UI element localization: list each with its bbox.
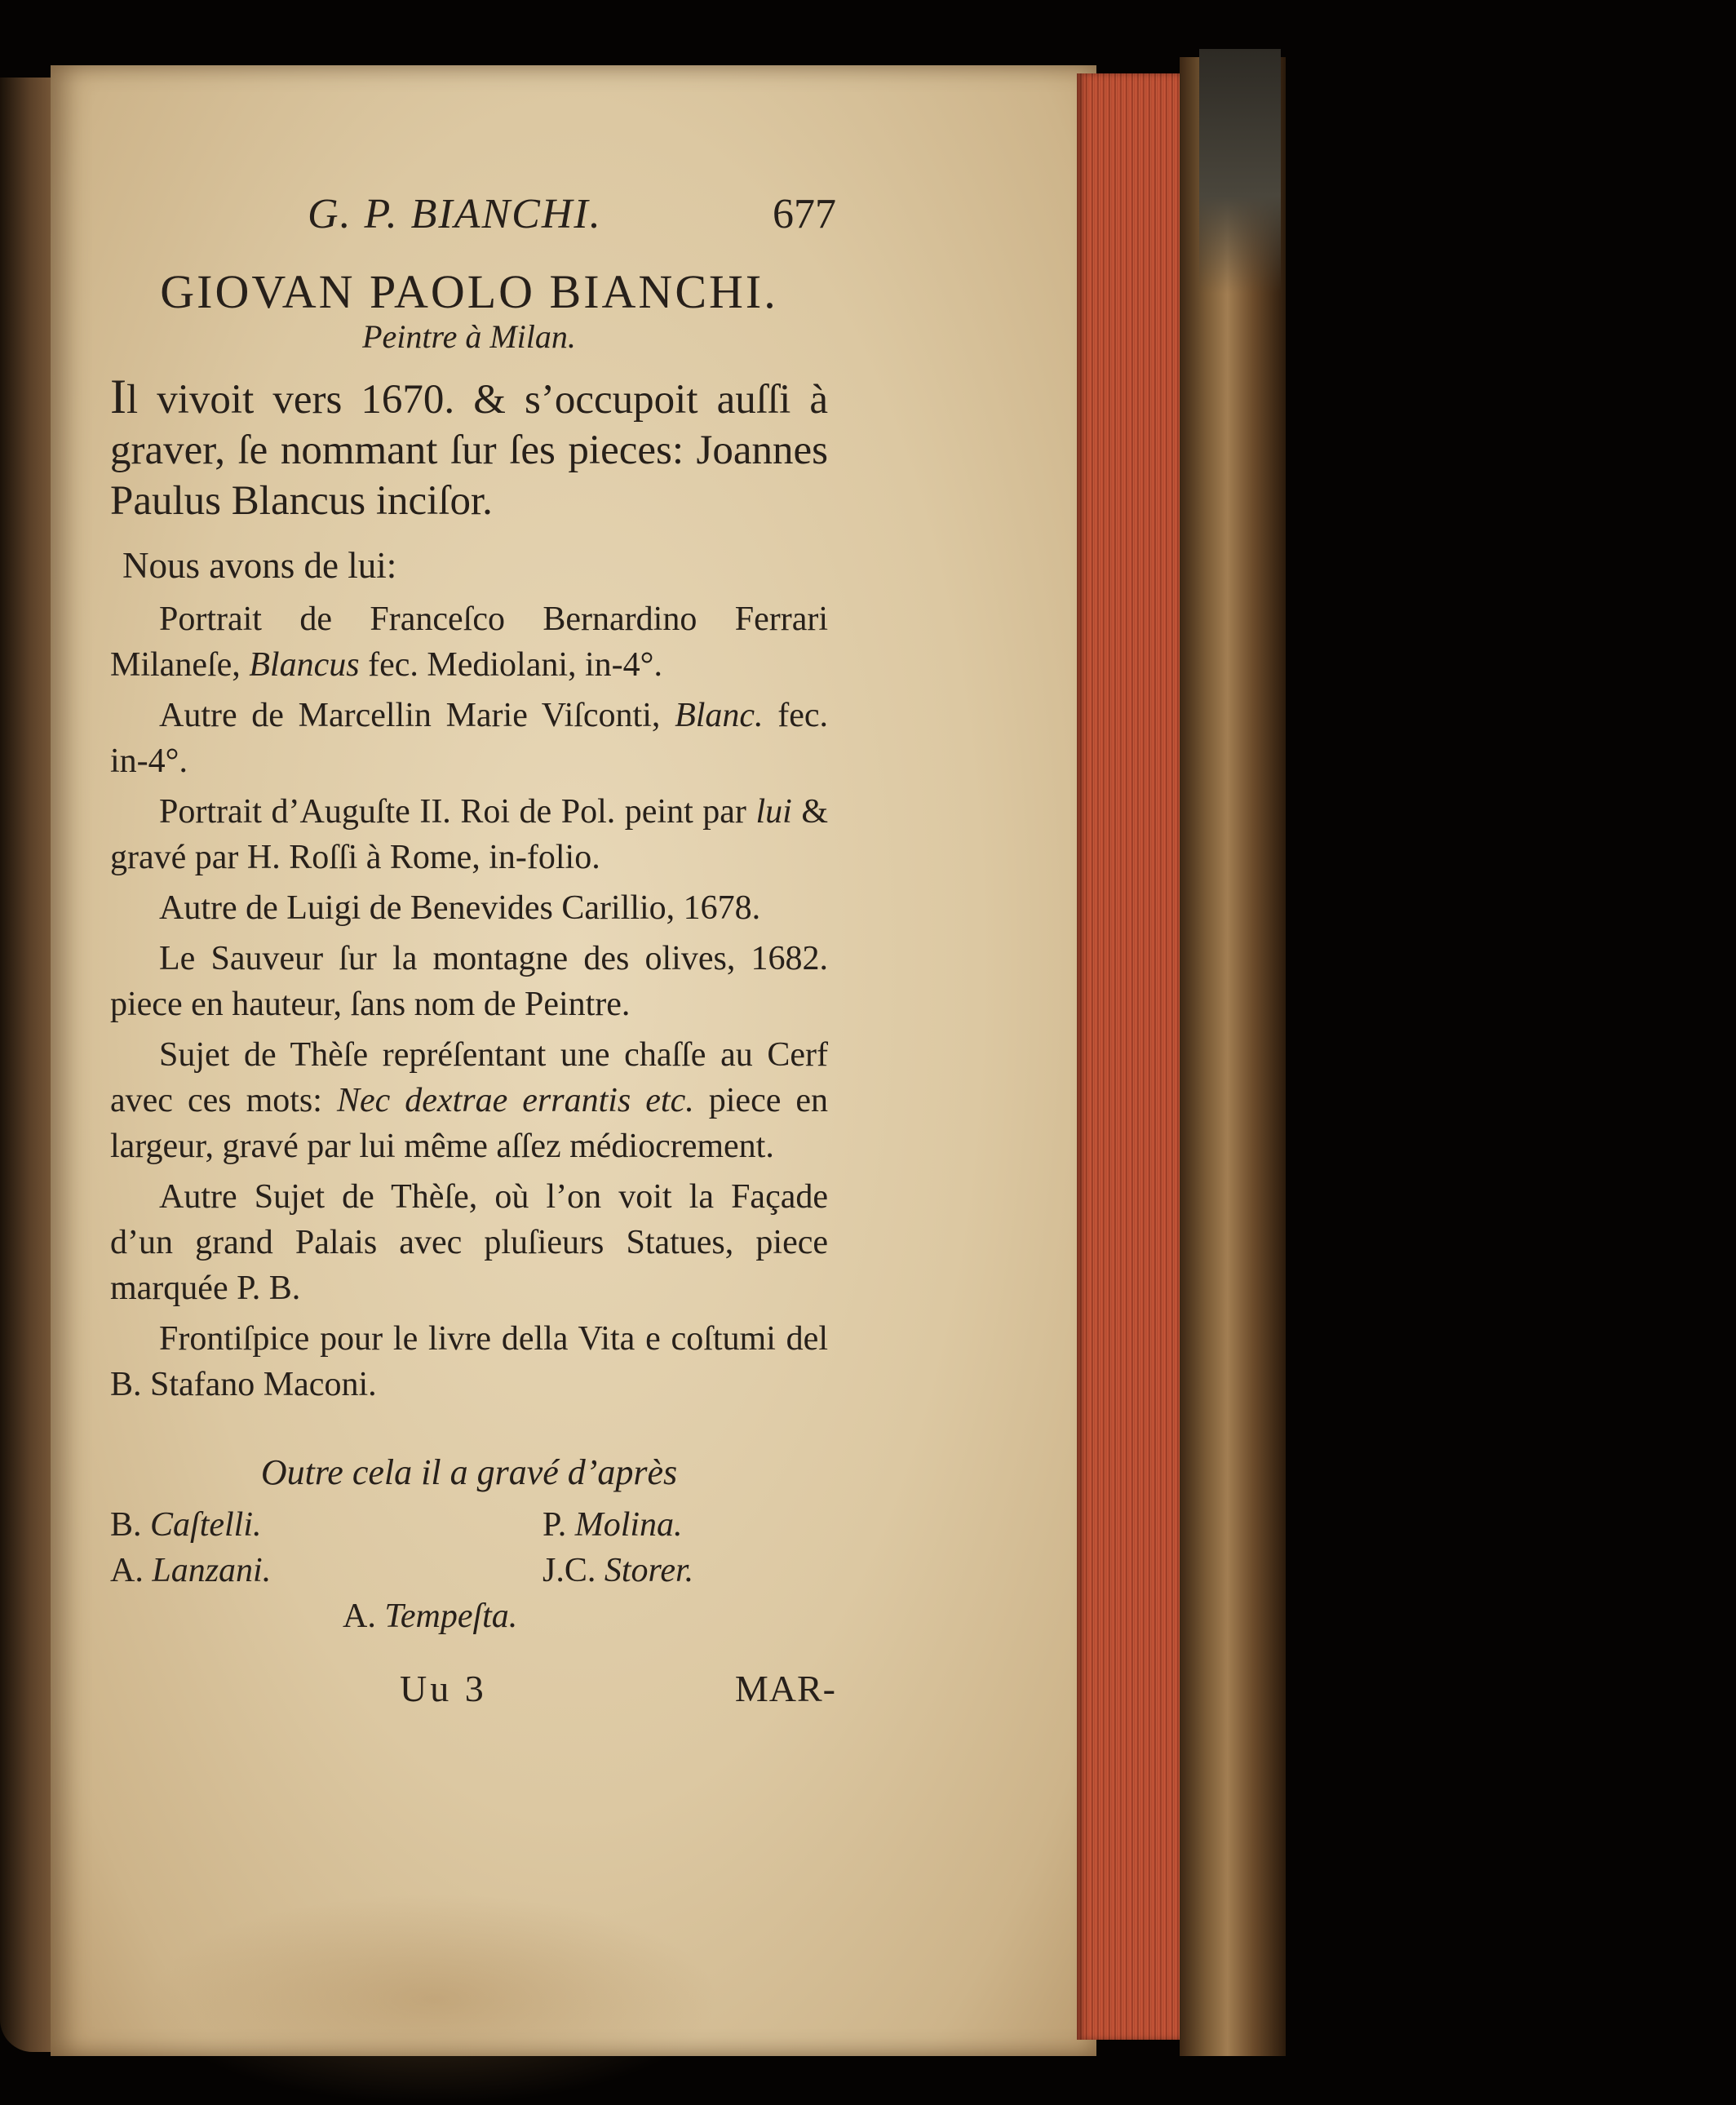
facing-page-edge	[0, 78, 55, 2052]
painter-initial: P.	[542, 1506, 567, 1544]
entry-text: Le Sauveur ſur la montagne des olives, 1682. piece en hauteur, ſans nom de Peintre.	[110, 940, 828, 1023]
page-footer	[110, 1667, 836, 1732]
work-entry	[110, 885, 828, 931]
entry-text: piece en largeur, gravé par lui même aſſez médiocrement.	[110, 1082, 829, 1165]
catchword: MAR-	[734, 1668, 836, 1709]
work-entry	[110, 693, 828, 784]
engraved-after-list	[110, 1502, 828, 1639]
work-entry	[110, 789, 828, 880]
cover-corner	[1199, 49, 1281, 294]
painter-surname: Storer.	[604, 1552, 694, 1589]
book-cover-edge	[1180, 57, 1286, 2056]
work-entry	[110, 1174, 828, 1311]
entry-text: Sujet de Thèſe repréſentant une chaſſe au Cerf avec ces mots:	[110, 1036, 828, 1119]
entry-text: Autre de Luigi de Benevides Carillio, 1678.	[159, 889, 761, 927]
painter-surname: Caſtelli.	[150, 1506, 262, 1544]
painter-name	[469, 1548, 828, 1593]
work-entry	[110, 1316, 828, 1407]
artist-subtitle: Peintre à Milan.	[362, 318, 576, 355]
entry-text: Autre Sujet de Thèſe, où l’on voit la Façade d’un grand Palais avec pluſieurs Statues, piece marquée P. B.	[110, 1178, 828, 1307]
running-head: G. P. BIANCHI.	[308, 191, 602, 237]
painter-name	[110, 1593, 828, 1639]
entry-text: Autre de Marcellin Marie Viſconti,	[159, 697, 675, 734]
painter-initial: A.	[343, 1598, 376, 1635]
entry-italic: Blancus	[249, 646, 360, 684]
entry-text: Frontiſpice pour le livre della Vita e coſtumi del B. Stafano Maconi.	[110, 1320, 828, 1403]
entry-text: Portrait de Franceſco Bernardino Ferrari Milaneſe,	[110, 600, 828, 684]
entry-italic: Blanc.	[675, 697, 764, 734]
entry-italic: Nec dextrae errantis etc.	[336, 1082, 694, 1119]
page-text	[110, 175, 836, 1732]
painter-initial: A.	[110, 1552, 144, 1589]
page-number: 677	[773, 191, 836, 237]
work-entry	[110, 596, 828, 688]
page-header	[110, 175, 836, 249]
entry-text: fec. Mediolani, in-4°.	[359, 646, 662, 684]
entry-text: & gravé par H. Roſſi à Rome, in-folio.	[110, 793, 828, 876]
painter-surname: Molina.	[574, 1506, 683, 1544]
painter-name	[469, 1502, 828, 1548]
red-page-edges	[1077, 73, 1183, 2040]
entry-text: fec. in-4°.	[110, 697, 828, 780]
lead-paragraph: Il vivoit vers 1670. & s’occupoit auſſi à graver, ſe nommant ſur ſes pieces: Joannes Paulus Blancus inciſor.	[110, 370, 828, 524]
painter-surname: Lanzani.	[152, 1552, 272, 1589]
painter-initial: B.	[110, 1506, 142, 1544]
works-intro: Nous avons de lui:	[122, 545, 397, 586]
signature-mark: Uu 3	[400, 1668, 487, 1709]
work-entry	[110, 936, 828, 1027]
painter-name	[110, 1502, 469, 1548]
painter-name	[110, 1548, 469, 1593]
work-entry	[110, 1032, 828, 1169]
painter-initial: J.C.	[542, 1552, 596, 1589]
water-stain	[148, 1893, 720, 2105]
entry-text: Portrait d’Auguſte II. Roi de Pol. peint par	[159, 793, 756, 831]
painter-surname: Tempeſta.	[384, 1598, 518, 1635]
engraved-after-heading: Outre cela il a gravé d’après	[260, 1452, 678, 1492]
artist-title: GIOVAN PAOLO BIANCHI.	[160, 265, 778, 318]
entry-italic: lui	[755, 793, 792, 831]
